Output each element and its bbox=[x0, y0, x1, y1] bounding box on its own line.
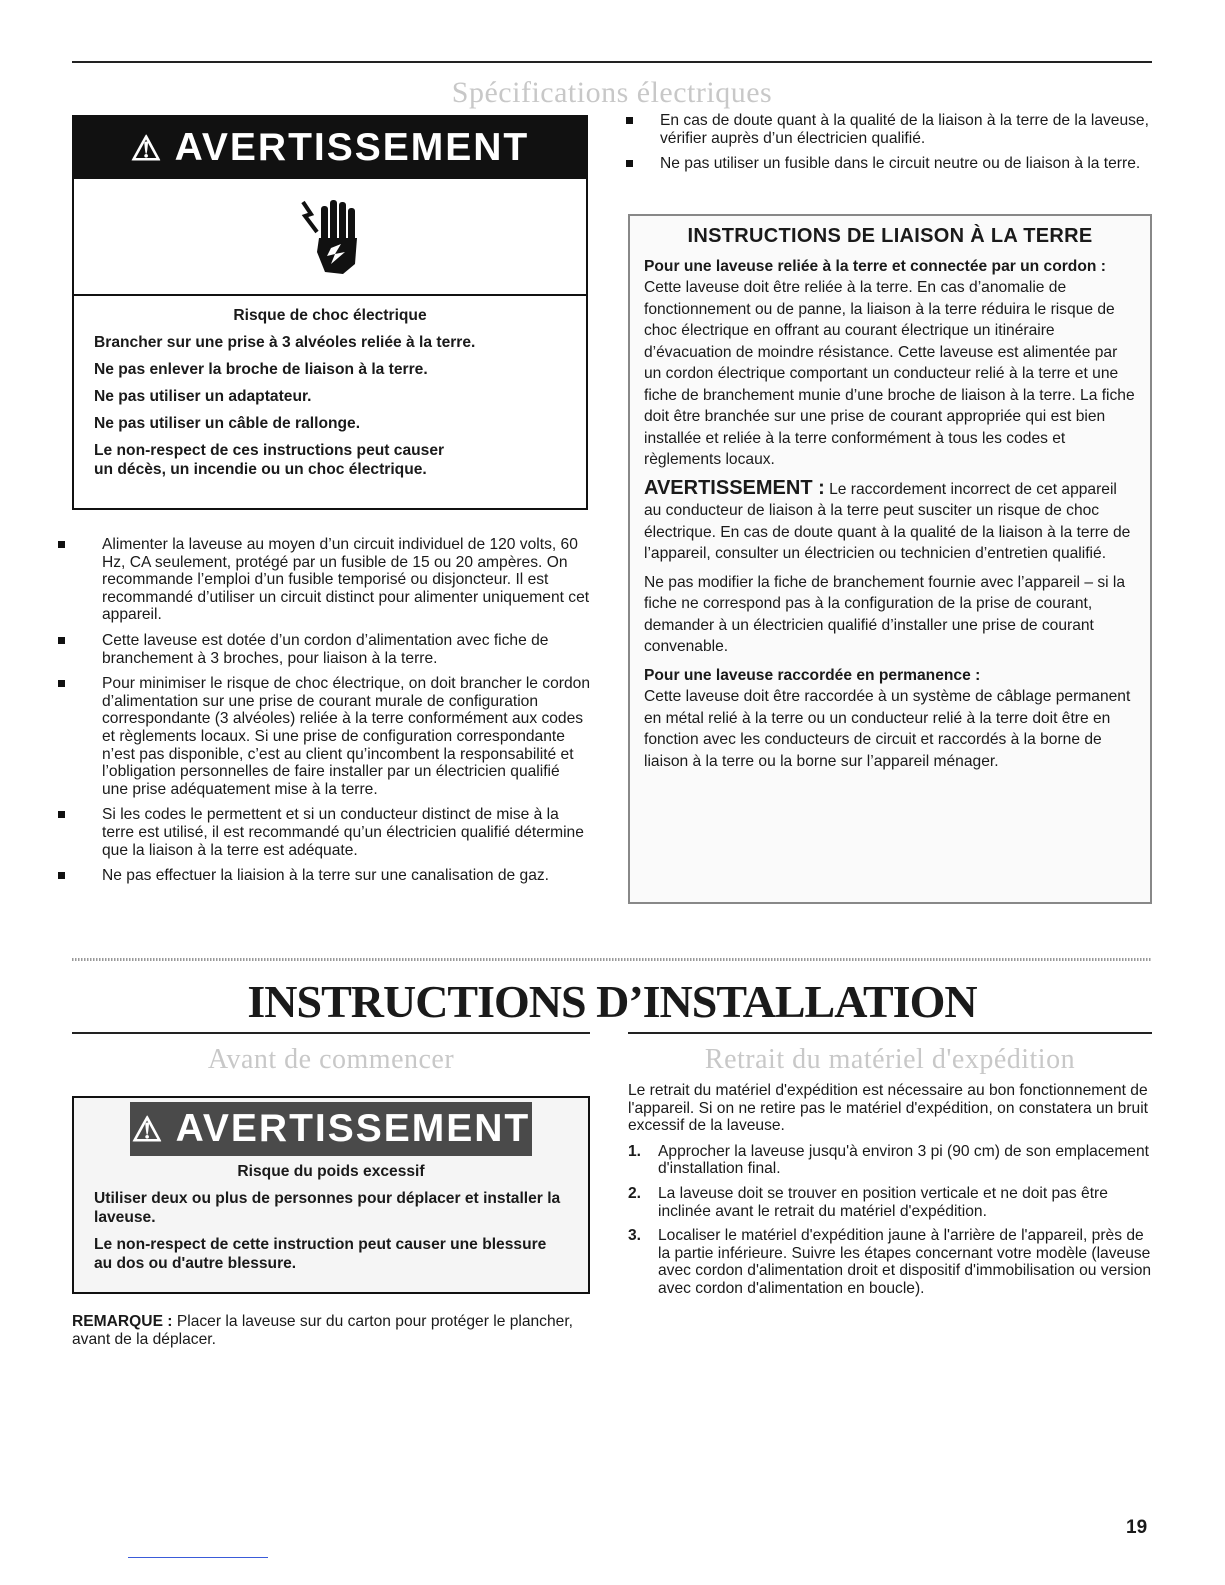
list-item bbox=[628, 1143, 1152, 1178]
warning-body bbox=[74, 296, 586, 491]
step-number: 2. bbox=[628, 1184, 642, 1202]
consequence-line-2: un décès, un incendie ou un choc électrique. bbox=[94, 461, 427, 478]
warning-consequence bbox=[94, 441, 566, 479]
warning-hazard: Risque de choc électrique bbox=[233, 307, 427, 324]
list-item-text: Ne pas effectuer la liaision à la terre sur une canalisation de gaz. bbox=[102, 867, 549, 885]
list-item-text: Alimenter la laveuse au moyen d’un circuit individuel de 120 volts, 60 Hz, CA seulement, protégé par un fusible de 15 ou 20 ampères. On recommande l’emploi d’un fusible temporisé ou disjoncteur. Il est recommandé d’utiliser un circuit distinct pour alimenter uniquement cet appareil. bbox=[102, 536, 590, 624]
list-item-text: Pour minimiser le risque de choc électrique, on doit brancher le cordon d’alimentation sur une prise de courant murale de configuration correspondante (3 alvéoles) reliée à la terre conformément aux codes et règlements locaux. Si une prise de configuration correspondante n’est pas disponible, c’est au client qu’incombent la responsabilité et l’obligation personnelles de faire installer par un électricien qualifié une prise adéquatement mise à la terre. bbox=[102, 675, 590, 798]
note-text: Placer la laveuse sur du carton pour protéger le plancher, avant de la déplacer. bbox=[72, 1313, 573, 1348]
list-item-text: Cette laveuse est dotée d’un cordon d’alimentation avec fiche de branchement à 3 broches, pour liaison à la terre. bbox=[102, 631, 549, 667]
consequence-line-1: Le non-respect de ces instructions peut causer bbox=[94, 442, 445, 459]
square-bullet-icon bbox=[626, 117, 633, 124]
warning-line: Ne pas enlever la broche de liaison à la terre. bbox=[94, 361, 428, 378]
warning-header bbox=[74, 117, 586, 179]
warning-triangle-icon: ⚠ bbox=[131, 1111, 165, 1149]
grounding-title: INSTRUCTIONS DE LIAISON À LA TERRE bbox=[687, 225, 1093, 247]
list-item bbox=[58, 867, 590, 885]
installation-title: INSTRUCTIONS D’INSTALLATION bbox=[247, 976, 977, 1027]
grounding-instructions-box bbox=[628, 214, 1152, 904]
list-item bbox=[628, 1227, 1152, 1297]
icon-area bbox=[74, 179, 586, 296]
list-item bbox=[58, 806, 590, 859]
shipping-intro: Le retrait du matériel d'expédition est nécessaire au bon fonctionnement de l'appareil. Si on ne retire pas le matériel d'expédition, on constatera un bruit excessif de la laveuse. bbox=[628, 1082, 1148, 1135]
permanent-heading: Pour une laveuse raccordée en permanence : bbox=[644, 666, 981, 684]
step-text: Localiser le matériel d'expédition jaune à l'arrière de l'appareil, près de la partie inférieure. Suivre les étapes concernant votre modèle (laveuse avec cordon d'alimentation droit et dispositif d'immobilisation ou version avec cordon d'alimentation en boucle). bbox=[658, 1227, 1152, 1297]
bottom-link-underline bbox=[128, 1557, 268, 1558]
list-item bbox=[626, 155, 1151, 173]
shipping-column bbox=[628, 1082, 1152, 1305]
section-title-electrical: Spécifications électriques bbox=[451, 76, 773, 109]
grounding-warning-label: AVERTISSEMENT : bbox=[644, 476, 825, 499]
list-item bbox=[626, 112, 1151, 147]
before-note bbox=[72, 1313, 592, 1348]
list-item bbox=[628, 1185, 1152, 1220]
square-bullet-icon bbox=[58, 541, 65, 548]
note-label: REMARQUE : bbox=[72, 1313, 173, 1330]
right-bullet-column bbox=[626, 112, 1151, 181]
list-item bbox=[58, 675, 590, 798]
weight-warning-header bbox=[130, 1102, 532, 1156]
corded-text: Cette laveuse doit être reliée à la terre. En cas d’anomalie de fonctionnement ou de panne, la liaison à la terre réduira le risque de choc électrique en offrant au courant électrique un itinéraire d’évacuation de moindre résistance. Cette laveuse est alimentée par un cordon électrique comportant un conducteur relié à la terre et une fiche de branchement munie d’une broche de liaison à la terre. La fiche doit être branchée sur une prise de courant appropriée qui est bien installée et reliée à la terre conformément à tous les codes et règlements locaux. bbox=[644, 279, 1135, 468]
plug-text: Ne pas modifier la fiche de branchement fournie avec l’appareil – si la fiche ne correspond pas à la configuration de la prise de courant, demander à un électricien qualifié d’installer une prise de courant convenable. bbox=[644, 573, 1126, 655]
section-divider bbox=[72, 958, 1152, 961]
step-text: La laveuse doit se trouver en position verticale et ne doit pas être inclinée avant le retrait du matériel d'expédition. bbox=[658, 1184, 1108, 1220]
right-subsection-rule bbox=[628, 1032, 1152, 1034]
top-rule bbox=[72, 61, 1152, 63]
warning-header-label: AVERTISSEMENT bbox=[174, 126, 530, 169]
square-bullet-icon bbox=[58, 637, 65, 644]
permanent-text: Cette laveuse doit être raccordée à un système de câblage permanent en métal relié à la terre ou un conducteur relié à la terre doit être en fonction avec les conducteurs de circuit et raccordés à la borne de liaison à la terre ou la borne sur l’appareil ménager. bbox=[644, 688, 1131, 770]
weight-warning-box bbox=[72, 1096, 590, 1294]
square-bullet-icon bbox=[58, 680, 65, 687]
electrical-warning-box bbox=[72, 115, 588, 510]
list-item bbox=[58, 632, 590, 667]
warning-line: Brancher sur une prise à 3 alvéoles reliée à la terre. bbox=[94, 334, 476, 351]
warning-header-label: AVERTISSEMENT bbox=[175, 1107, 531, 1150]
electrical-right-bullet-list bbox=[626, 112, 1151, 173]
warning-line: Ne pas utiliser un câble de rallonge. bbox=[94, 415, 361, 432]
weight-line-1: Utiliser deux ou plus de personnes pour déplacer et installer la laveuse. bbox=[94, 1190, 561, 1226]
square-bullet-icon bbox=[626, 160, 633, 167]
list-item-text: Si les codes le permettent et si un conducteur distinct de mise à la terre est utilisé, il est recommandé qu’un électricien qualifié détermine que la liaison à la terre est adéquate. bbox=[102, 806, 584, 859]
step-number: 3. bbox=[628, 1227, 642, 1245]
grounding-warning-text: Le raccordement incorrect de cet appareil au conducteur de liaison à la terre peut susciter un risque de choc électrique. En cas de doute quant à la qualité de la liaison à la terre de l’appareil, consulter un électricien ou technicien d’entretien qualifié. bbox=[644, 480, 1131, 562]
list-item-text: Ne pas utiliser un fusible dans le circuit neutre ou de liaison à la terre. bbox=[660, 155, 1141, 173]
square-bullet-icon bbox=[58, 811, 65, 818]
warning-triangle-icon: ⚠ bbox=[130, 130, 164, 168]
section-title-before: Avant de commencer bbox=[207, 1044, 455, 1075]
list-item bbox=[58, 536, 590, 624]
section-title-shipping: Retrait du matériel d'expédition bbox=[704, 1044, 1076, 1075]
warning-line: Ne pas utiliser un adaptateur. bbox=[94, 388, 312, 405]
left-subsection-rule bbox=[72, 1032, 590, 1034]
electric-shock-hand-icon bbox=[295, 192, 365, 282]
page-number: 19 bbox=[1126, 1517, 1148, 1538]
electrical-bullet-list bbox=[58, 536, 590, 885]
step-text: Approcher la laveuse jusqu'à environ 3 pi (90 cm) de son emplacement d'installation final. bbox=[658, 1142, 1149, 1178]
weight-warning-body bbox=[74, 1156, 588, 1293]
square-bullet-icon bbox=[58, 872, 65, 879]
corded-heading: Pour une laveuse reliée à la terre et connectée par un cordon : bbox=[644, 257, 1106, 275]
weight-hazard: Risque du poids excessif bbox=[237, 1163, 425, 1180]
weight-line-2: Le non-respect de cette instruction peut causer une blessure au dos ou d'autre blessure. bbox=[94, 1236, 547, 1272]
list-item-text: En cas de doute quant à la qualité de la liaison à la terre de la laveuse, vérifier auprès d’un électricien qualifié. bbox=[660, 112, 1149, 147]
step-number: 1. bbox=[628, 1142, 642, 1160]
left-bullet-column bbox=[58, 536, 590, 893]
shipping-steps bbox=[628, 1143, 1152, 1298]
